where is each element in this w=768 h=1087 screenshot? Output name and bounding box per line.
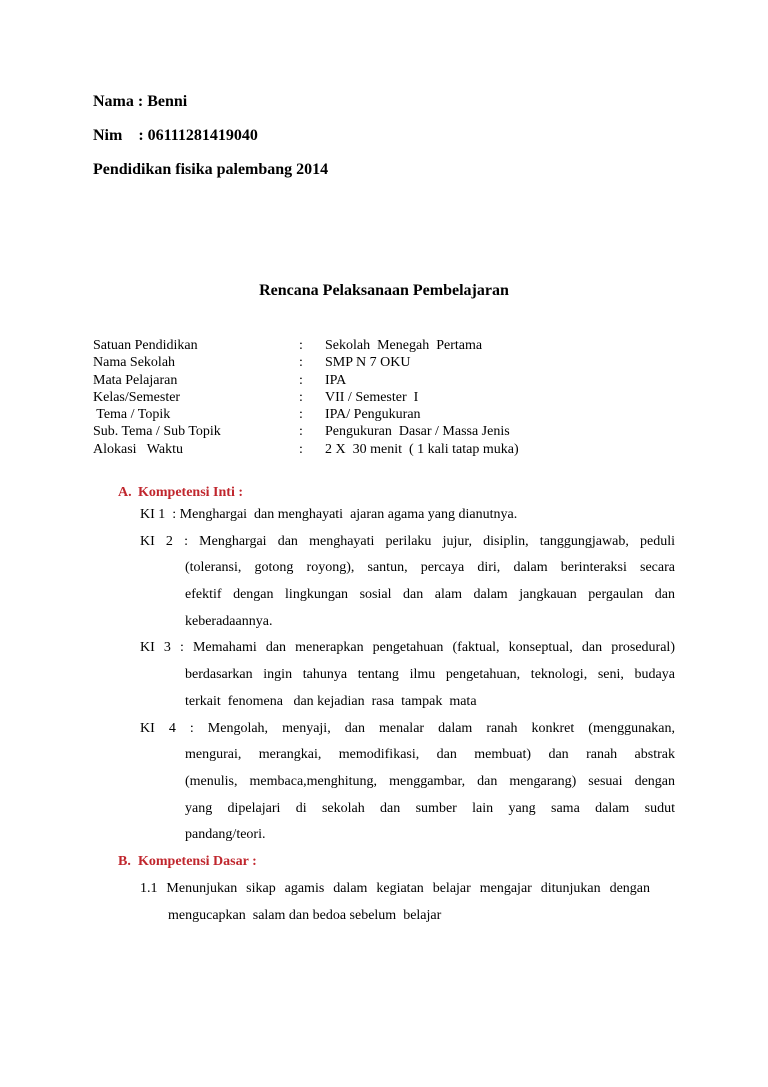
info-value: VII / Semester I — [325, 389, 419, 405]
ki-item — [140, 502, 675, 529]
student-nim: Nim : 06111281419040 — [93, 127, 258, 144]
section-a-mark: A. — [118, 485, 132, 500]
ki-line: KI 2 : Menghargai dan menghayati perilaku jujur, disiplin, tanggungjawab, peduli — [140, 533, 675, 549]
ki-line: KI 3 : Memahami dan menerapkan pengetahuan (faktual, konseptual, dan prosedural) — [140, 640, 675, 656]
ki-item — [140, 716, 675, 849]
info-label: Alokasi Waktu — [93, 441, 183, 457]
kd-item — [140, 876, 650, 929]
study-program: Pendidikan fisika palembang 2014 — [93, 161, 329, 178]
ki-line: efektif dengan lingkungan sosial dan alam dalam jangkauan pergaulan dan — [185, 587, 675, 603]
ki-list — [140, 502, 675, 849]
info-value: Sekolah Menegah Pertama — [325, 338, 483, 353]
section-b-mark: B. — [118, 854, 131, 869]
info-colon: : — [299, 424, 303, 440]
info-label: Kelas/Semester — [93, 389, 181, 405]
ki-line: pandang/teori. — [185, 827, 266, 843]
kd-line: 1.1 Menunjukan sikap agamis dalam kegiatan belajar mengajar ditunjukan dengan — [140, 881, 650, 896]
info-colon: : — [299, 338, 303, 353]
section-a-heading — [118, 484, 243, 502]
ki-line: KI 4 : Mengolah, menyaji, dan menalar dalam ranah konkret (menggunakan, — [140, 720, 675, 736]
ki-line: yang dipelajari di sekolah dan sumber lain yang sama dalam sudut — [185, 800, 675, 816]
section-b-heading — [118, 853, 257, 871]
ki-line: (toleransi, gotong royong), santun, percaya diri, dalam berinteraksi secara — [185, 560, 675, 576]
ki-line: KI 1 : Menghargai dan menghayati ajaran agama yang dianutnya. — [140, 507, 518, 522]
info-colon: : — [299, 355, 303, 371]
info-value: IPA — [325, 372, 347, 388]
info-label: Tema / Topik — [93, 407, 171, 423]
info-colon: : — [299, 389, 303, 405]
info-value: 2 X 30 menit ( 1 kali tatap muka) — [325, 441, 519, 457]
kd-list — [140, 876, 650, 929]
info-value: SMP N 7 OKU — [325, 355, 411, 371]
info-value: IPA/ Pengukuran — [325, 407, 421, 423]
ki-line: keberadaannya. — [185, 613, 273, 629]
info-colon: : — [299, 441, 303, 457]
section-a-title: Kompetensi Inti : — [138, 485, 243, 500]
info-label: Nama Sekolah — [93, 355, 176, 371]
student-name: Nama : Benni — [93, 93, 188, 110]
info-label: Mata Pelajaran — [93, 372, 178, 388]
document-title: Rencana Pelaksanaan Pembelajaran — [259, 282, 509, 299]
info-colon: : — [299, 372, 303, 388]
ki-item — [140, 529, 675, 636]
ki-line: berdasarkan ingin tahunya tentang ilmu pengetahuan, teknologi, seni, budaya — [185, 667, 675, 683]
info-value: Pengukuran Dasar / Massa Jenis — [325, 424, 510, 440]
ki-item — [140, 635, 675, 715]
ki-line: (menulis, membaca,menghitung, menggambar, dan mengarang) sesuai dengan — [185, 773, 675, 789]
info-label: Sub. Tema / Sub Topik — [93, 424, 221, 440]
info-colon: : — [299, 407, 303, 423]
section-b-title: Kompetensi Dasar : — [138, 854, 257, 869]
kd-line: mengucapkan salam dan bedoa sebelum belajar — [168, 907, 442, 923]
ki-line: terkait fenomena dan kejadian rasa tampak mata — [185, 693, 477, 709]
ki-line: mengurai, merangkai, memodifikasi, dan membuat) dan ranah abstrak — [185, 747, 675, 763]
info-label: Satuan Pendidikan — [93, 338, 198, 353]
